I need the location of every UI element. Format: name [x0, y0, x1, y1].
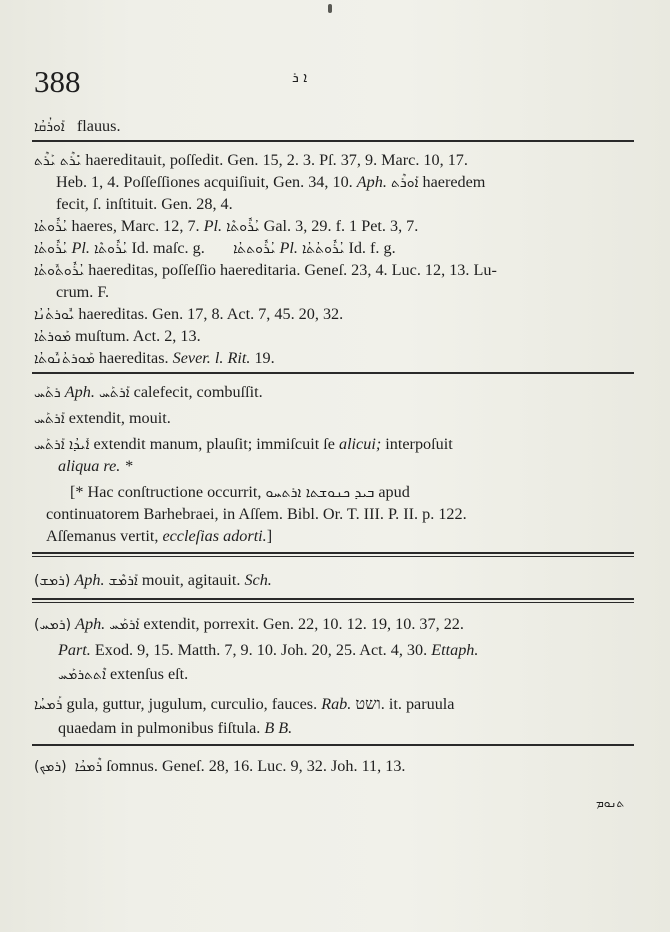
- gloss: haereditauit, poſſedit. Gen. 15, 2. 3. Pſ. 37, 9. Marc. 10, 17.: [85, 151, 468, 169]
- entry-line: ܝܳܪܽܘܬܳܐ Pl. ܝܳܪܽܘܬܶܐ Id. maſc. g. ܝܳܪܽܘܬܬܳܐ Pl. ܝܳܪܽܘܬܳܬܳܐ Id. f. g.: [34, 239, 396, 257]
- entry-line: quaedam in pulmonibus fiſtula. B B.: [58, 719, 293, 737]
- syriac-headword: ܐܰܘܪܳܩܳܐ: [34, 119, 65, 135]
- entry-line: Heb. 1, 4. Poſſeſſiones acquiſiuit, Gen. 34, 10. Aph. ܐܰܘܪܶܬ haeredem: [56, 173, 486, 191]
- section-rule: [32, 556, 634, 557]
- ink-stain: [328, 4, 332, 13]
- entry-line: (ܪܡܚ) Aph. ܐܰܪܡܰܚ extendit, porrexit. Gen. 22, 10. 12. 19, 10. 37, 22.: [34, 615, 464, 633]
- section-rule: [32, 140, 634, 142]
- entry-line: aliqua re. *: [58, 457, 133, 475]
- entry-line: ܪܰܡܚܳܐ gula, guttur, jugulum, curculio, fauces. Rab. ושט. it. paruula: [34, 695, 455, 713]
- entry-line: ܝܳܪܽܘܬܽܘܬܳܐ haereditas, poſſeſſio haereditaria. Geneſ. 23, 4. Luc. 12, 13. Lu-: [34, 261, 497, 279]
- syriac-headword: ܝܺܪܶܬ ܝܰܪܶܬ: [34, 153, 82, 169]
- entry-line: (ܪܡܫ) Aph. ܐܰܪܡܶܫ mouit, agitauit. Sch.: [34, 571, 272, 589]
- section-rule: [32, 598, 634, 600]
- entry-line: fecit, ſ. inſtituit. Gen. 28, 4.: [56, 195, 233, 213]
- entry-line: ܪܬܰܚ Aph. ܐܰܪܬܰܚ calefecit, combuſſit.: [34, 383, 263, 401]
- section-rule: [32, 552, 634, 554]
- section-rule: [32, 602, 634, 603]
- entry-line: ܐܺܝܕܳܐ ܐܰܪܬܰܚ extendit manum, plauſit; immiſcuit ſe alicui; interpoſuit: [34, 435, 453, 453]
- entry-line: [34, 118, 121, 134]
- entry-line: crum. F.: [56, 283, 110, 301]
- page-number: 388: [34, 64, 81, 99]
- entry-line: ܡܰܘܪܬܳܐ muſtum. Act. 2, 13.: [34, 327, 201, 345]
- section-rule: [32, 744, 634, 746]
- entry-line: [34, 152, 468, 168]
- footnote-line: Aſſemanus vertit, eccleſias adorti.]: [46, 527, 273, 545]
- catchword: ܬܢܘܡ: [596, 796, 625, 810]
- entry-line: (ܪܡܟ) ܪܶܡܟܳܐ ſomnus. Geneſ. 28, 16. Luc. 9, 32. Joh. 11, 13.: [34, 757, 406, 775]
- footnote-line: continuatorem Barhebraei, in Aſſem. Bibl. Or. T. III. P. II. p. 122.: [46, 505, 467, 523]
- entry-line: Part. Exod. 9, 15. Matth. 7, 9. 10. Joh. 20, 25. Act. 4, 30. Ettaph.: [58, 641, 479, 659]
- entry-line: ܝܽܘܪܬܳܢܳܐ haereditas. Gen. 17, 8. Act. 7, 45. 20, 32.: [34, 305, 344, 323]
- entry-line: ܝܳܪܽܘܬܳܐ haeres, Marc. 12, 7. Pl. ܝܳܪܽܘܬܶܐ Gal. 3, 29. f. 1 Pet. 3, 7.: [34, 217, 419, 235]
- footnote-line: [* Hac conſtructione occurrit, ܒܝܕ ܟܢܘܫܬܐ ܐܪܬܚܘ apud: [70, 483, 410, 501]
- gloss: flauus.: [76, 117, 121, 135]
- entry-line: ܐܶܬܬܪܡܰܚ extenſus eſt.: [58, 665, 189, 683]
- running-header: ܐ ܪ: [292, 70, 308, 86]
- entry-line: ܡܰܘܪܬܳܢܽܘܬܳܐ haereditas. Sever. l. Rit. 19.: [34, 349, 275, 367]
- entry-line: ܐܰܪܬܰܚ extendit, mouit.: [34, 409, 171, 427]
- section-rule: [32, 372, 634, 374]
